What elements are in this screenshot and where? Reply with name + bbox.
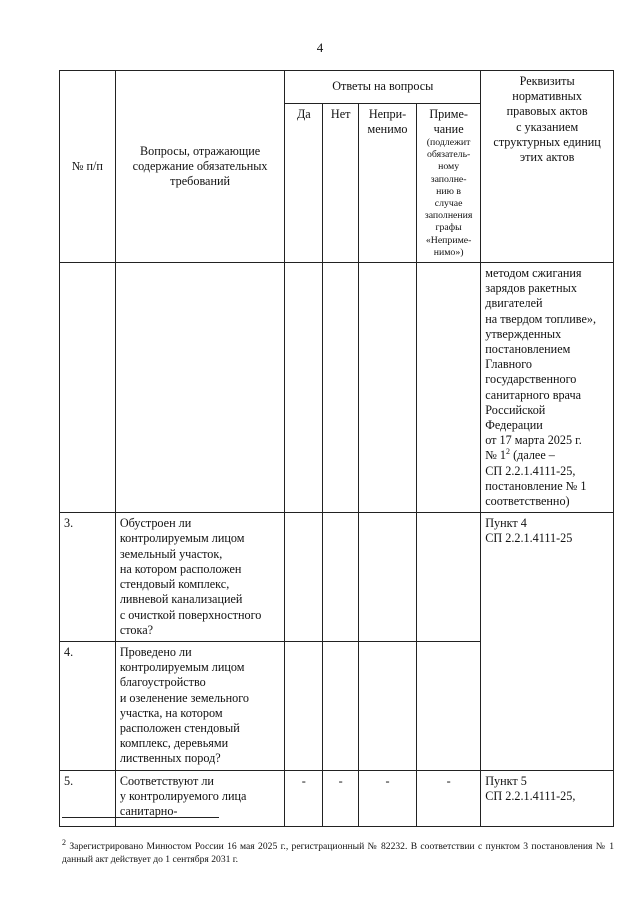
header-note: [417, 104, 481, 263]
page-number: 4: [316, 40, 324, 55]
footnote-ref: 2: [506, 447, 511, 457]
row-note: [417, 513, 481, 642]
footnote-separator: [62, 817, 219, 818]
row-question: [115, 263, 285, 513]
requisites-act-number-tail: (далее –: [510, 448, 555, 463]
row-yes: [285, 513, 323, 642]
question-line: земельный участок,: [119, 546, 223, 561]
requisites-line: Главного: [485, 357, 533, 372]
requisites-act-number: № 1: [485, 448, 507, 463]
question-line: ливневой канализацией: [119, 592, 243, 607]
question-line: у контролируемого лица: [119, 788, 247, 803]
question-line: и озеленение земельного: [119, 690, 250, 705]
row-na: [359, 513, 417, 642]
header-requisites: [481, 71, 614, 263]
requisites-line: СП 2.2.1.4111-25,: [485, 788, 576, 803]
header-question: Вопросы, отражающие содержание обязательных требований: [115, 71, 285, 263]
requisites-line: соответственно): [485, 494, 570, 509]
question-line: расположен стендовый: [119, 720, 240, 735]
question-line: стендовый комплекс,: [119, 577, 230, 592]
question-line: санитарно-: [119, 803, 178, 818]
row-yes: [285, 263, 323, 513]
row-na: [359, 263, 417, 513]
row-no: [323, 513, 359, 642]
requisites-line: на твердом топливе»,: [485, 311, 597, 326]
footnote: [62, 837, 614, 866]
header-requisites-line: этих актов: [519, 150, 575, 165]
row-question: [115, 513, 285, 642]
question-line: комплекс, деревьями: [119, 736, 229, 751]
table-header-row: [60, 71, 614, 104]
row-na: [359, 641, 417, 770]
header-note-line: случае: [434, 198, 463, 210]
row-yes: -: [285, 770, 323, 826]
question-line: стока?: [119, 622, 154, 637]
question-line: контролируемым лицом: [119, 531, 245, 546]
requisites-line: Российской: [485, 402, 546, 417]
requisites-line: постановление № 1: [485, 478, 587, 493]
row-no: [323, 641, 359, 770]
requisites-line: методом сжигания: [485, 266, 582, 281]
header-note-line: нию в: [436, 185, 462, 197]
header-requisites-line: нормативных: [512, 89, 582, 104]
header-requisites-line: правовых актов: [506, 104, 588, 119]
question-line: контролируемым лицом: [119, 660, 245, 675]
header-note-line: заполне-: [430, 173, 467, 185]
table-row: [60, 513, 614, 642]
row-note: [417, 263, 481, 513]
question-line: с очисткой поверхностного: [119, 607, 262, 622]
header-yes: Да: [285, 104, 323, 263]
requisites-line: постановлением: [485, 342, 571, 357]
question-line: Соответствуют ли: [119, 773, 214, 788]
header-note-line: «Неприме-: [425, 234, 472, 246]
row-na: -: [359, 770, 417, 826]
header-note-line: нимо»): [433, 246, 464, 258]
checklist-table: [59, 70, 614, 827]
question-line: благоустройство: [119, 675, 206, 690]
requisites-line: [485, 448, 609, 463]
header-no: Нет: [323, 104, 359, 263]
row-requisites: [481, 770, 614, 826]
row-num: 5.: [60, 770, 116, 826]
footnote-text: Зарегистрировано Минюстом России 16 мая 2025 г., регистрационный № 82232. В соответствии с пунктом 3 постановления № 1 данный акт действует до 1 сентября 2031 г.: [62, 841, 614, 865]
row-requisites: [481, 513, 614, 770]
header-requisites-line: структурных единиц: [493, 134, 601, 149]
requisites-line: двигателей: [485, 296, 543, 311]
requisites-line: утвержденных: [485, 326, 562, 341]
requisites-line: Федерации: [485, 418, 543, 433]
header-answers-group: Ответы на вопросы: [285, 71, 481, 104]
header-na-line: менимо: [367, 122, 408, 137]
header-note-line: (подлежит: [426, 137, 471, 148]
requisites-line: от 17 марта 2025 г.: [485, 433, 582, 448]
row-no: [323, 263, 359, 513]
row-no: -: [323, 770, 359, 826]
header-note-line: обязатель-: [426, 149, 471, 161]
header-num: № п/п: [60, 71, 116, 263]
header-na-line: Непри-: [368, 107, 407, 121]
header-note-line: ному: [438, 161, 460, 173]
row-question: [115, 641, 285, 770]
header-note-line: чание: [433, 122, 464, 136]
header-not-applicable: [359, 104, 417, 263]
requisites-line: Пункт 4: [485, 516, 527, 531]
header-note-line: заполнения: [424, 210, 473, 222]
table-row: [60, 263, 614, 513]
requisites-line: санитарного врача: [485, 387, 581, 402]
row-yes: [285, 641, 323, 770]
footnote-marker: 2: [62, 837, 66, 847]
requisites-line: СП 2.2.1.4111-25,: [485, 463, 576, 478]
header-requisites-line: с указанием: [516, 119, 579, 134]
requisites-line: государственного: [485, 372, 577, 387]
header-note-line: графы: [435, 222, 462, 234]
question-line: участка, на котором: [119, 705, 223, 720]
header-note-line: Приме-: [429, 107, 468, 121]
row-num: [60, 263, 116, 513]
question-line: Обустроен ли: [119, 516, 192, 531]
requisites-line: Пункт 5: [485, 773, 527, 788]
row-num: 4.: [60, 641, 116, 770]
requisites-line: зарядов ракетных: [485, 281, 577, 296]
header-requisites-line: Реквизиты: [519, 74, 575, 88]
row-note: -: [417, 770, 481, 826]
question-line: Проведено ли: [119, 644, 192, 659]
requisites-line: СП 2.2.1.4111-25: [485, 531, 573, 546]
row-num: 3.: [60, 513, 116, 642]
question-line: на котором расположен: [119, 561, 242, 576]
row-note: [417, 641, 481, 770]
row-requisites: [481, 263, 614, 513]
question-line: лиственных пород?: [119, 751, 221, 766]
